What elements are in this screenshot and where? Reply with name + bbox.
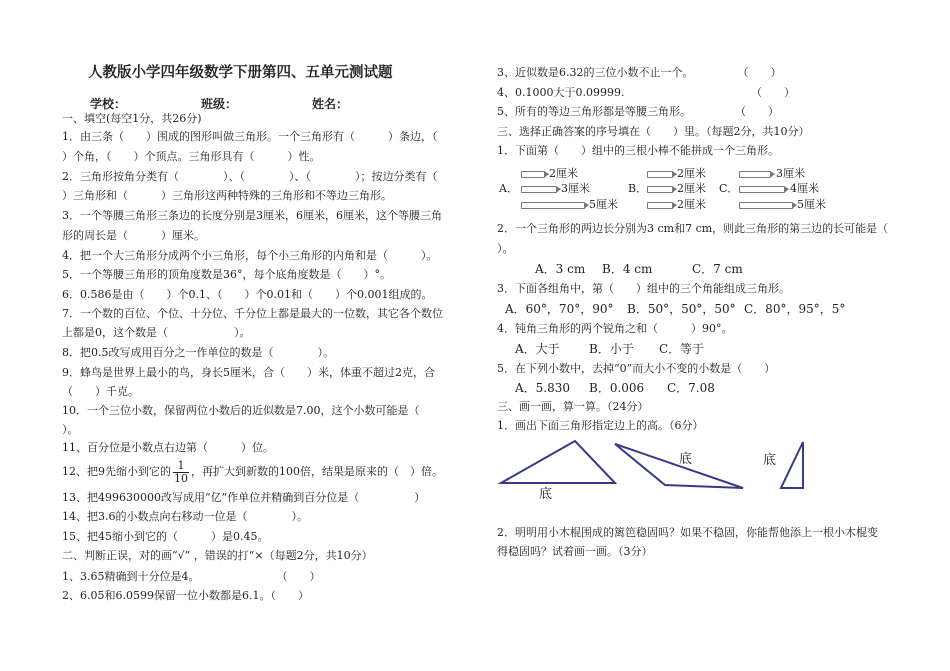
section-1-heading: 一、填空(每空1分，共26分) <box>62 112 202 125</box>
choice-2-line-1: 2．一个三角形的两边长分别为3 cm和7 cm，则此三角形的第三边的长可能是（ <box>497 222 889 235</box>
judge-5: 5、所有的等边三角形都是等腰三角形。 （ ） <box>497 105 779 118</box>
choice-4: 4．钝角三角形的两个锐角之和（ ）90°。 <box>497 322 733 335</box>
question-14: 14、把3.6的小数点向右移动一位是（ ）。 <box>62 510 308 523</box>
drawing-2-line-1: 2．明明用小木棍围成的篱笆稳固吗？如果不稳固，你能帮他添上一根小木棍变 <box>497 526 878 539</box>
stick-a-2 <box>521 186 557 193</box>
question-10-line-1: 10．一个三位小数，保留两位小数后的近似数是7.00，这个小数可能是（ <box>62 404 420 417</box>
question-7-line-2: 上都是0，这个数是（ ）。 <box>62 326 251 339</box>
question-12-prefix: 12、把9先缩小到它的 <box>62 465 171 478</box>
stick-b-3 <box>647 202 673 209</box>
triangle-3 <box>781 442 803 488</box>
choice-4-option-b: B．小于 <box>589 342 634 356</box>
choice-2-option-c: C．7 cm <box>692 262 743 276</box>
school-field-label: 学校： <box>90 97 127 111</box>
choice-3: 3．下面各组角中，第（ ）组中的三个角能组成三角形。 <box>497 282 790 295</box>
section-3-heading: 三、选择正确答案的序号填在（ ）里。（每题2分，共10分） <box>497 125 810 138</box>
stick-a-2-length: 3厘米 <box>561 182 590 195</box>
stick-c-2 <box>739 186 785 193</box>
question-9-line-2: （ ）千克。 <box>62 385 139 398</box>
question-2-line-2: ）三角形和（ ）三角形这两种特殊的三角形和不等边三角形。 <box>62 189 392 202</box>
choice-2-option-a: A．3 cm <box>535 262 586 276</box>
question-11: 11、百分位是小数点右边第（ ）位。 <box>62 441 274 454</box>
question-8: 8．把0.5改写成用百分之一作单位的数是（ ）。 <box>62 346 334 359</box>
triangle-3-base-label: 底 <box>763 453 777 468</box>
triangle-1-base-label: 底 <box>539 487 553 502</box>
stick-c-1-length: 3厘米 <box>776 167 805 180</box>
question-2-line-1: 2．三角形按角分类有（ ）、（ ）、（ ）；按边分类有（ <box>62 170 438 183</box>
question-3-line-2: 形的周长是（ ）厘米。 <box>62 229 205 242</box>
triangle-2-base-label: 底 <box>679 452 693 467</box>
choice-4-option-c: C．等于 <box>659 342 705 356</box>
question-9-line-1: 9．蜂鸟是世界上最小的鸟，身长5厘米，合（ ）米，体重不超过2克，合 <box>62 366 435 379</box>
choice-5: 5．在下列小数中，去掉“0”而大小不变的小数是（ ） <box>497 362 776 375</box>
question-12-suffix: ，再扩大到新数的100倍，结果是原来的（ ）倍。 <box>191 465 443 478</box>
fraction-one-tenth: $\frac{1}{10}$ <box>174 458 188 485</box>
stick-c-3 <box>739 202 793 209</box>
choice-3-option-c: C．80°，95°，5° <box>744 302 846 316</box>
section-4-heading: 三、画一画，算一算。（24分） <box>497 400 649 413</box>
option-b-label: B． <box>628 182 648 195</box>
stick-a-1-length: 2厘米 <box>549 167 578 180</box>
judge-4: 4、0.1000大于0.09999. （ ） <box>497 86 795 99</box>
choice-4-option-a: A．大于 <box>515 342 560 356</box>
stick-a-1 <box>521 171 545 178</box>
choice-2-line-2: ）。 <box>497 242 514 255</box>
stick-a-3 <box>521 202 585 209</box>
stick-b-1 <box>647 171 673 178</box>
question-7-line-1: 7．一个数的百位、个位、十分位、千分位上都是最大的一位数，其它各个数位 <box>62 307 443 320</box>
option-c-label: C． <box>719 182 739 195</box>
question-12 <box>62 457 443 487</box>
stick-c-1 <box>739 171 771 178</box>
question-1-line-1: 1．由三条（ ）围成的图形叫做三角形。一个三角形有（ ）条边，（ <box>62 130 438 143</box>
section-2-heading: 二、判断正误，对的画“√” ，错误的打“×（每题2分，共10分） <box>62 549 373 562</box>
choice-5-option-a: A．5.830 <box>515 381 571 395</box>
drawing-2-line-2: 得稳固吗？试着画一画。（3分） <box>497 545 653 558</box>
stick-b-2-length: 2厘米 <box>677 182 706 195</box>
stick-b-1-length: 2厘米 <box>677 167 706 180</box>
choice-3-option-a: A．60°，70°，90° <box>505 302 614 316</box>
drawing-1: 1．画出下面三角形指定边上的高。（6分） <box>497 419 704 432</box>
page-title: 人教版小学四年级数学下册第四、五单元测试题 <box>88 65 393 81</box>
judge-3: 3、近似数是6.32的三位小数不止一个。 （ ） <box>497 66 782 79</box>
judge-1: 1、3.65精确到十分位是4。 （ ） <box>62 570 321 583</box>
name-field-label: 姓名： <box>312 97 349 111</box>
question-10-line-2: ）。 <box>62 423 79 436</box>
question-13: 13、把499630000改写成用“亿”作单位并精确到百分位是（ ） <box>62 491 426 504</box>
question-6: 6．0.586是由（ ）个0.1、（ ）个0.01和（ ）个0.001组成的。 <box>62 288 433 301</box>
choice-5-option-b: B．0.006 <box>589 381 645 395</box>
option-a-label: A． <box>499 182 518 195</box>
stick-a-3-length: 5厘米 <box>589 198 618 211</box>
question-1-line-2: ）个角，（ ）个顶点。三角形具有（ ）性。 <box>62 150 321 163</box>
choice-5-option-c: C．7.08 <box>667 381 715 395</box>
question-15: 15、把45缩小到它的（ ）是0.45。 <box>62 530 269 543</box>
choice-2-option-b: B．4 cm <box>602 262 653 276</box>
triangle-1 <box>501 441 615 483</box>
question-4: 4．把一个大三角形分成两个小三角形，每个小三角形的内角和是（ ）。 <box>62 249 438 262</box>
class-field-label: 班级： <box>201 97 238 111</box>
triangles-figure <box>497 436 817 502</box>
question-5: 5．一个等腰三角形的顶角度数是36°，每个底角度数是（ ）°。 <box>62 268 391 281</box>
stick-b-2 <box>647 186 673 193</box>
stick-c-2-length: 4厘米 <box>790 182 819 195</box>
judge-2: 2、6.05和6.0599保留一位小数都是6.1。（ ） <box>62 589 309 602</box>
stick-c-3-length: 5厘米 <box>797 198 826 211</box>
choice-1: 1．下面第（ ）组中的三根小棒不能拼成一个三角形。 <box>497 144 779 157</box>
stick-b-3-length: 2厘米 <box>677 198 706 211</box>
choice-3-option-b: B．50°，50°，50° <box>627 302 736 316</box>
question-3-line-1: 3．一个等腰三角形三条边的长度分别是3厘米，6厘米，6厘米，这个等腰三角 <box>62 209 442 222</box>
